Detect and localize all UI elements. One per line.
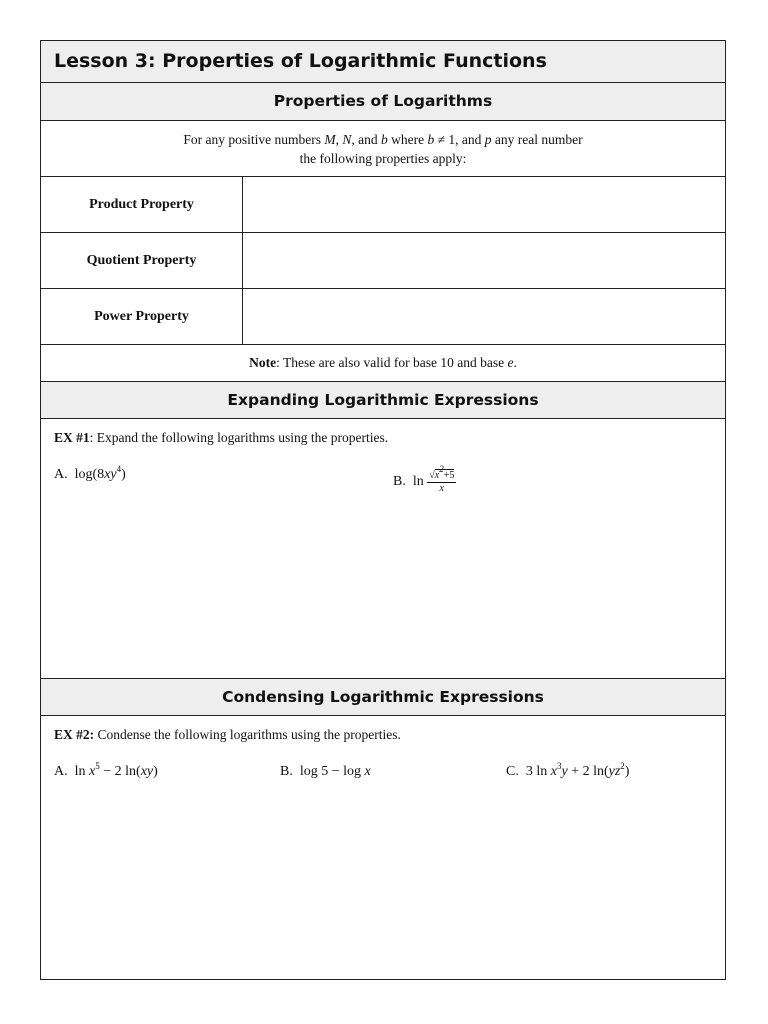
worksheet (40, 40, 726, 980)
ex2-part-a: A. $\ln x^5 - 2$ ln(xy) (54, 761, 158, 779)
lesson-title-bar (41, 41, 725, 83)
note-label: Note (249, 355, 277, 370)
intro-line-2: the following properties apply: (299, 151, 467, 166)
intro-line-1: For any positive numbers M, N, and b where b ≠ 1, and p any real number (183, 132, 583, 147)
fraction: $\frac{√x^2+5}{x}$ (429, 464, 455, 494)
condensing-heading: Condensing Logarithmic Expressions (222, 688, 544, 706)
ex1-instruction: EX #1: Expand the following logarithms using the properties. (54, 430, 389, 445)
power-property-label: Power Property (41, 289, 243, 344)
ex2-instruction: EX #2: Condense the following logarithms using the properties. (54, 727, 401, 742)
expanding-heading-bar (41, 382, 725, 419)
power-property-cell (243, 289, 725, 344)
lesson-title: Lesson 3: Properties of Logarithmic Functions (54, 50, 547, 72)
ex1-part-b: B. ln $\frac{√x^2+5}{x}$ (393, 464, 455, 494)
ex1-part-a: A. $\log(8xy^4)$ (54, 464, 126, 482)
expanding-heading: Expanding Logarithmic Expressions (227, 391, 539, 409)
note-row: Note: These are also valid for base 10 and base e. (41, 344, 725, 382)
product-property-label: Product Property (41, 177, 243, 232)
properties-heading-bar (41, 83, 725, 121)
property-row (41, 233, 725, 289)
note-text: : These are also valid for base 10 and base (276, 355, 508, 370)
quotient-property-label: Quotient Property (41, 233, 243, 288)
quotient-property-cell (243, 233, 725, 288)
condensing-heading-bar (41, 678, 725, 716)
ex2-part-b: B. log 5 − log x (280, 764, 371, 779)
property-row (41, 177, 725, 233)
properties-heading: Properties of Logarithms (273, 92, 493, 110)
property-row (41, 289, 725, 345)
properties-intro (41, 121, 725, 177)
product-property-cell (243, 177, 725, 232)
ex2-part-c: C. 3 $\ln x^3y + 2$ $\ln(yz^2)$ (506, 761, 630, 779)
